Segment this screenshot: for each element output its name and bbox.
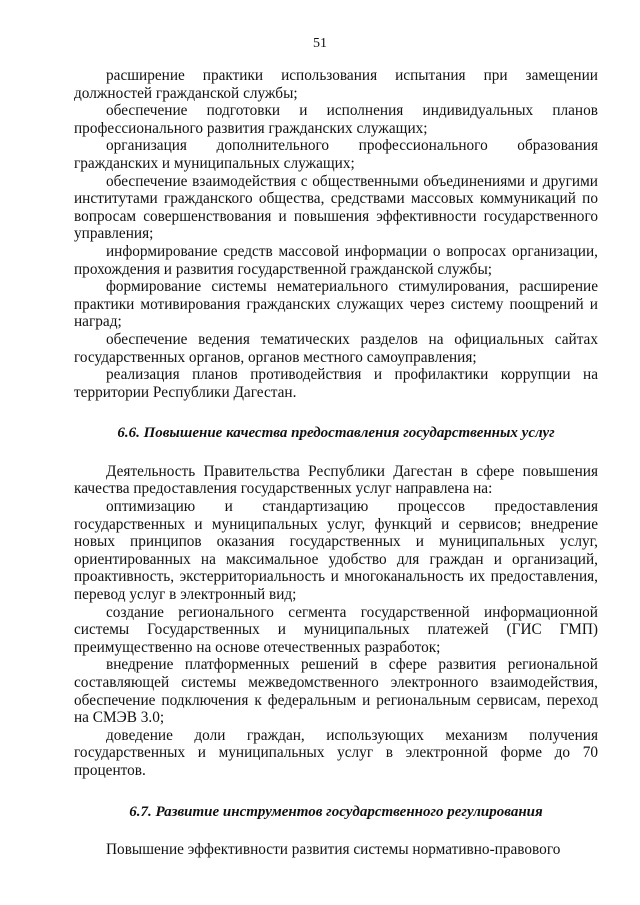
list-item: обеспечение ведения тематических разделов на официальных сайтах государственных органов, органов местного самоуправления; (74, 330, 598, 366)
section-text: Повышение эффективности развития системы нормативно-правового (106, 841, 561, 859)
list-item: реализация планов противодействия и профилактики коррупции на территории Республики Дагестан. (74, 366, 598, 401)
section-intro: Деятельность Правительства Республики Дагестан в сфере повышения качества предоставления государственных услуг направлена на: (74, 462, 598, 498)
list-item: обеспечение взаимодействия с общественными объединениями и другими институтами гражданского общества, средствами массовых коммуникаций по вопросам совершенствования и повышения эффективности государственного управления; (74, 172, 598, 243)
page-number: 51 (313, 36, 327, 51)
document-body (74, 67, 598, 859)
list-item: создание регионального сегмента государственной информационной системы Государственных и муниципальных платежей (ГИС ГМП) преимущественно на основе отечественных разработок; (74, 603, 598, 656)
list-item: доведение доли граждан, использующих механизм получения государственных и муниципальных услуг в электронной форме до 70 процентов. (74, 726, 598, 779)
section-heading-6-7: 6.7. Развитие инструментов государственного регулирования (129, 803, 543, 820)
list-item: организация дополнительного профессионального образования гражданских и муниципальных служащих; (74, 137, 598, 172)
list-item: оптимизацию и стандартизацию процессов предоставления государственных и муниципальных услуг, функций и сервисов; внедрение новых принципов оказания государственных и муниципальных услуг, ориентированных на максимальное удобство для граждан и организаций, проактивность, экстерриториальность и многоканальность их предоставления, перевод услуг в электронный вид; (74, 498, 598, 604)
list-item: обеспечение подготовки и исполнения индивидуальных планов профессионального развития гражданских служащих; (74, 102, 598, 137)
list-item: внедрение платформенных решений в сфере развития региональной составляющей системы межведомственного электронного взаимодействия, обеспечение подключения к федеральным и региональным сервисам, переход на СМЭВ 3.0; (74, 656, 598, 727)
list-item: информирование средств массовой информации о вопросах организации, прохождения и развития государственной гражданской службы; (74, 242, 598, 278)
list-item: формирование системы нематериального стимулирования, расширение практики мотивирования гражданских служащих через систему поощрений и наград; (74, 278, 598, 331)
section-heading-6-6: 6.6. Повышение качества предоставления государственных услуг (117, 425, 555, 442)
list-item: расширение практики использования испытания при замещении должностей гражданской службы; (74, 67, 598, 102)
